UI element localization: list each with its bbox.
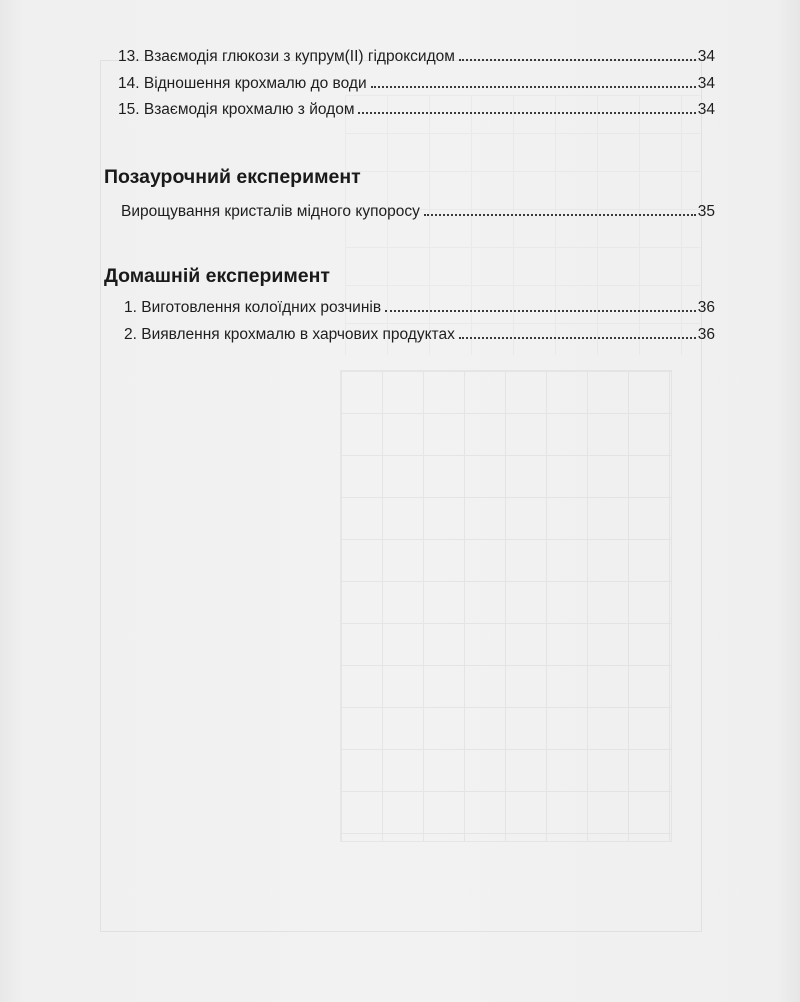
toc-entry-title: 1. Виготовлення колоїдних розчинів bbox=[124, 299, 382, 316]
toc-entry-page: 36 bbox=[697, 326, 715, 343]
toc-entry-page: 34 bbox=[697, 48, 715, 65]
toc-entry bbox=[118, 47, 715, 67]
toc-entry-title: Вирощування кристалів мідного купоросу bbox=[121, 203, 420, 220]
toc-entry-page: 35 bbox=[697, 203, 715, 220]
toc-entry-page: 34 bbox=[697, 101, 715, 118]
toc-leader-dots bbox=[424, 214, 696, 216]
toc-leader-dots bbox=[459, 59, 696, 61]
section-heading: Позаурочний експеримент bbox=[104, 166, 361, 188]
toc-entry-title: 13. Взаємодія глюкози з купрум(ІІ) гідроксидом bbox=[118, 48, 455, 65]
toc-leader-dots bbox=[459, 337, 696, 339]
show-through-grid bbox=[340, 370, 672, 842]
toc-entry bbox=[118, 100, 715, 120]
toc-entry-title: 14. Відношення крохмалю до води bbox=[118, 75, 367, 92]
toc-entry bbox=[124, 298, 715, 318]
toc-leader-dots bbox=[358, 112, 695, 114]
toc-entry-page: 36 bbox=[697, 299, 715, 316]
toc-entry-title: 15. Взаємодія крохмалю з йодом bbox=[118, 101, 355, 118]
toc-entry bbox=[118, 74, 715, 94]
toc-leader-dots bbox=[385, 310, 696, 312]
toc-entry-title: 2. Виявлення крохмалю в харчових продуктах bbox=[124, 326, 455, 343]
toc-entry-page: 34 bbox=[697, 75, 715, 92]
toc-entry bbox=[121, 202, 715, 222]
toc-entry bbox=[124, 325, 715, 345]
toc-leader-dots bbox=[371, 86, 696, 88]
section-heading: Домашній експеримент bbox=[104, 265, 330, 287]
